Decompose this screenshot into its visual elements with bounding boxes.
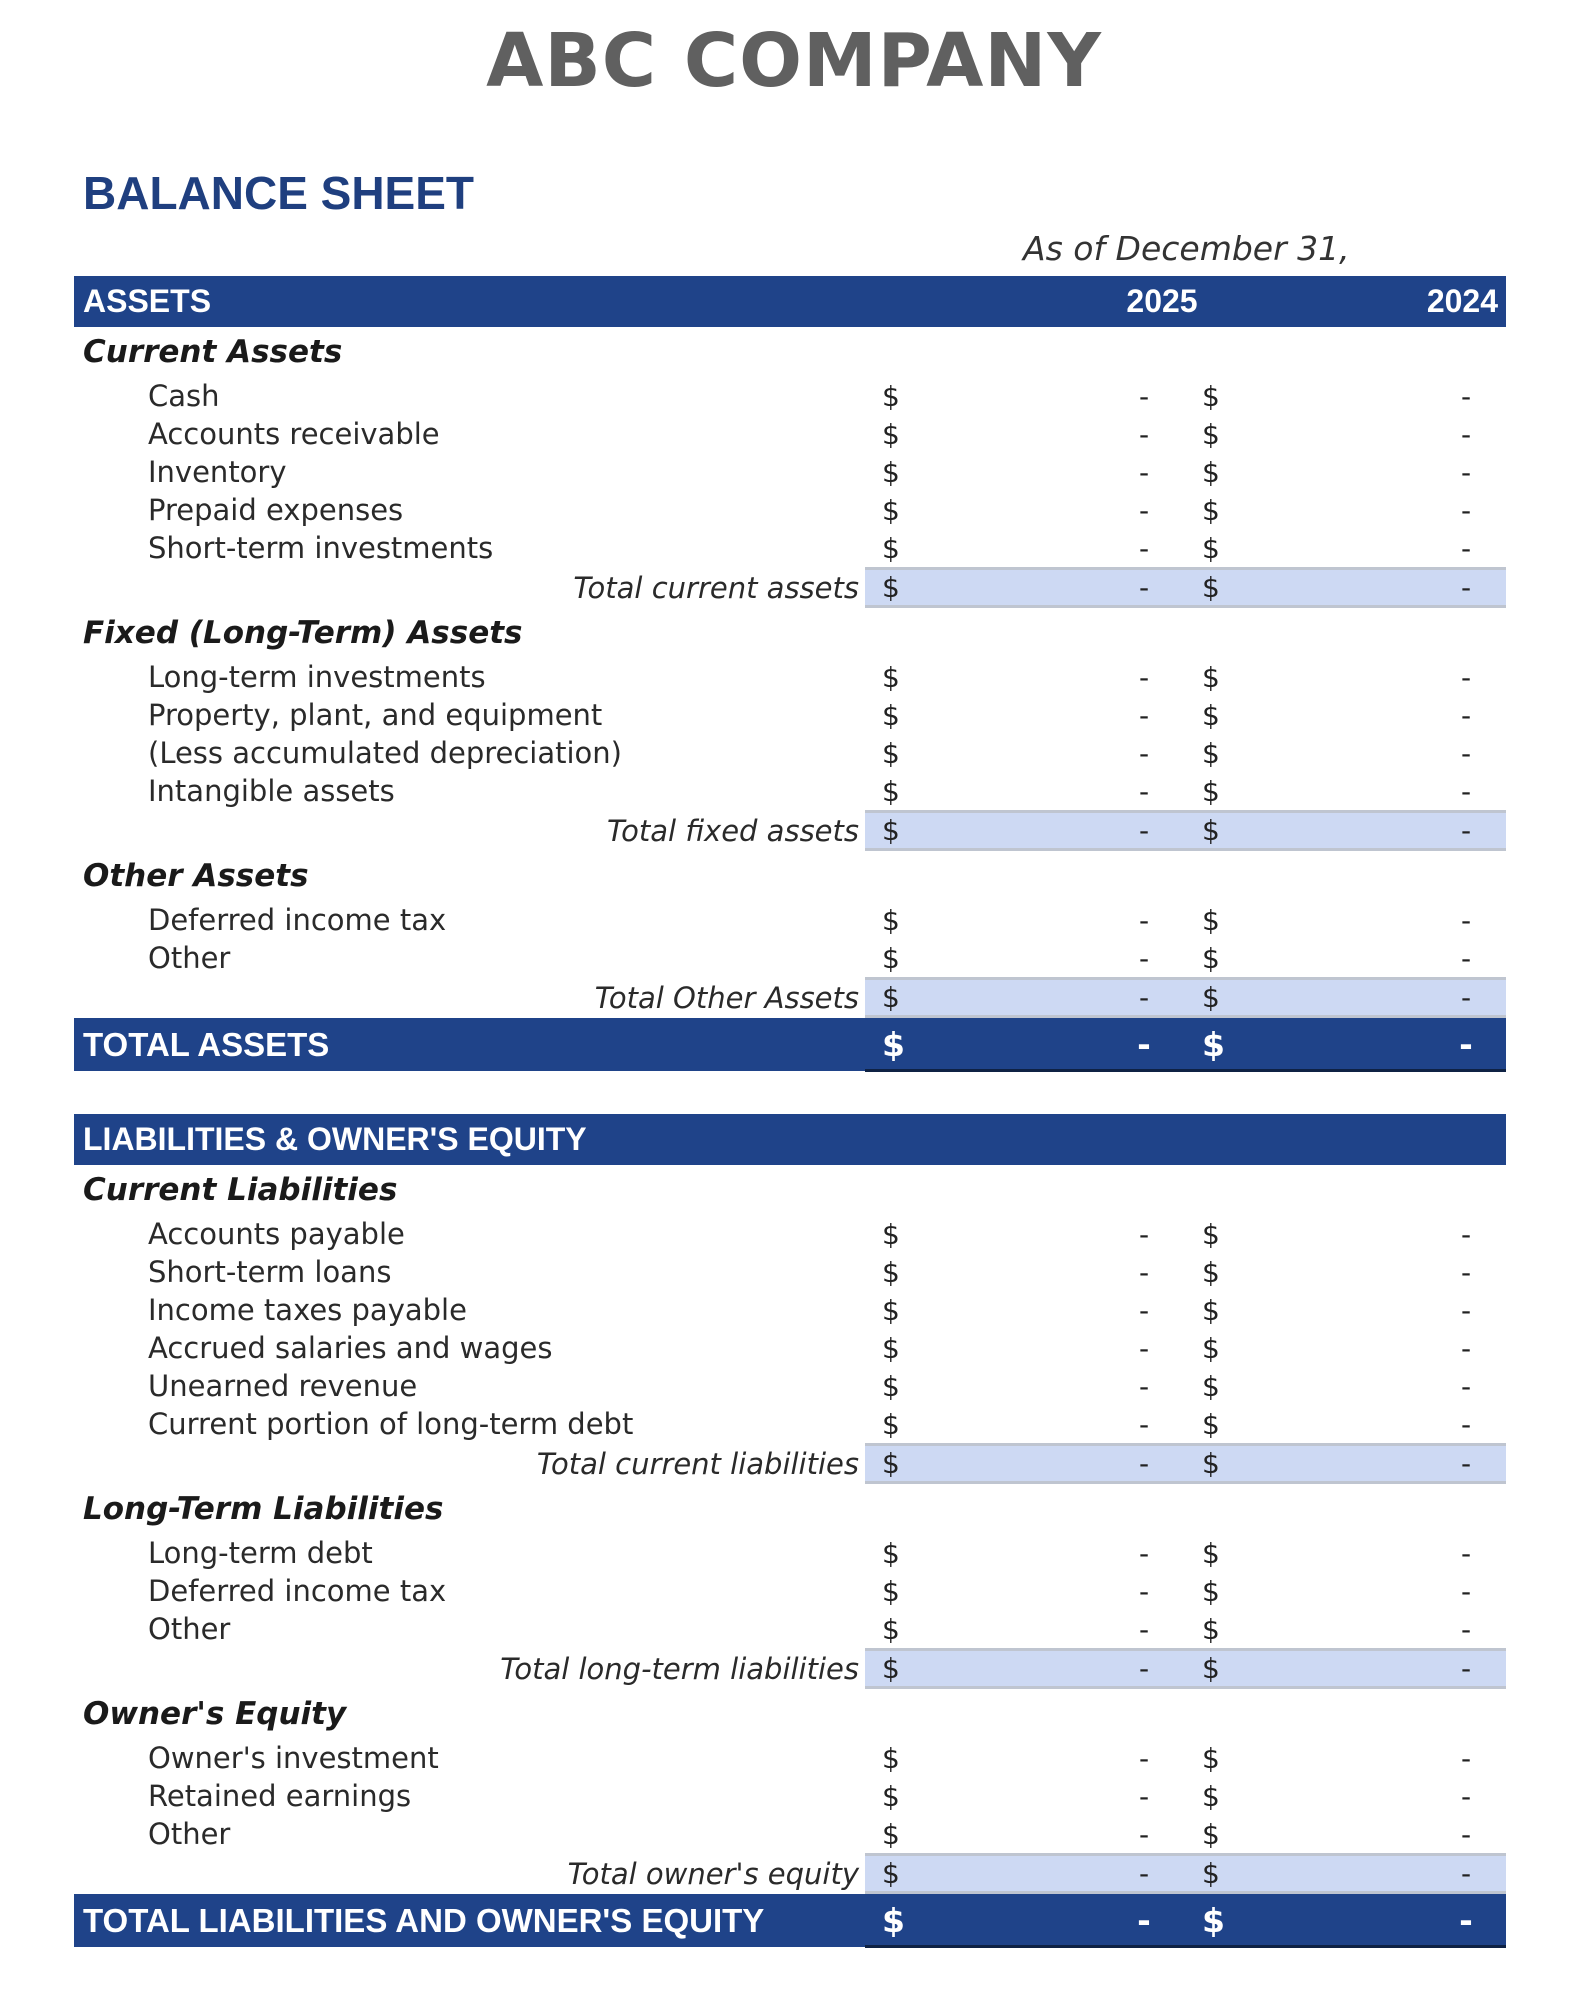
category-heading (74, 1689, 1506, 1739)
currency-symbol-2025: $ (882, 903, 900, 937)
sheet-title: BALANCE SHEET (83, 167, 475, 219)
currency-symbol-2025: $ (882, 1331, 900, 1365)
amount-2024: - (1460, 1447, 1472, 1480)
currency-symbol-2024: $ (1202, 1217, 1220, 1251)
amount-2025: - (1138, 1407, 1150, 1441)
grand-total-row (74, 1018, 1506, 1071)
amount-2025: - (1137, 1901, 1151, 1940)
amount-2024: - (1460, 1817, 1472, 1851)
amount-2025: - (1138, 1612, 1150, 1646)
company-name: ABC COMPANY (486, 18, 1102, 104)
line-item-label: Other (148, 1612, 231, 1646)
currency-symbol-2024: $ (1202, 1574, 1220, 1608)
amount-2025: - (1138, 1817, 1150, 1851)
subtotal-label: Total owner's equity (567, 1856, 859, 1891)
currency-symbol-2025: $ (882, 1217, 900, 1251)
amount-2025: - (1138, 1741, 1150, 1775)
currency-symbol-2024: $ (1202, 774, 1220, 808)
line-item-row (74, 415, 1506, 453)
currency-symbol-2025: $ (882, 1255, 900, 1289)
amount-2024: - (1460, 774, 1472, 808)
amount-2024: - (1460, 1857, 1472, 1890)
line-item-label: Other (148, 941, 231, 975)
amount-2025: - (1138, 455, 1150, 489)
section-header-label: LIABILITIES & OWNER'S EQUITY (83, 1121, 587, 1157)
currency-symbol-2024: $ (1202, 903, 1220, 937)
currency-symbol-2024: $ (1202, 660, 1220, 694)
currency-symbol-2024: $ (1202, 531, 1220, 565)
line-item-label: Short-term investments (148, 531, 494, 565)
currency-symbol-2025: $ (882, 941, 900, 975)
amount-2024: - (1460, 736, 1472, 770)
subtotal-highlight (865, 1853, 1506, 1894)
amount-2024: - (1460, 1536, 1472, 1570)
currency-symbol-2025: $ (882, 1293, 900, 1327)
line-item-label: Accrued salaries and wages (148, 1331, 553, 1365)
category-heading-label: Current Liabilities (83, 1172, 398, 1208)
subtotal-label: Total current liabilities (536, 1446, 859, 1481)
amount-2024: - (1459, 1901, 1473, 1940)
amount-2025: - (1138, 531, 1150, 565)
currency-symbol-2025: $ (882, 1779, 900, 1813)
amount-2024: - (1460, 1741, 1472, 1775)
subtotal-highlight (865, 810, 1506, 851)
spacer (74, 1071, 1506, 1114)
currency-symbol-2025: $ (882, 1901, 905, 1940)
line-item-label: Other (148, 1817, 231, 1851)
line-item-row (74, 1534, 1506, 1572)
line-item-label: Cash (148, 379, 220, 413)
amount-2024: - (1460, 1293, 1472, 1327)
line-item-label: Deferred income tax (148, 1574, 447, 1608)
currency-symbol-2024: $ (1202, 981, 1220, 1014)
amount-2025: - (1138, 1217, 1150, 1251)
subtotal-row (74, 977, 1506, 1018)
subtotal-label: Total Other Assets (594, 980, 859, 1015)
amount-2024: - (1460, 493, 1472, 527)
line-item-row (74, 1215, 1506, 1253)
subtotal-label: Total long-term liabilities (500, 1651, 859, 1686)
line-item-label: Deferred income tax (148, 903, 447, 937)
currency-symbol-2024: $ (1202, 379, 1220, 413)
subtotal-highlight (865, 1648, 1506, 1689)
line-item-row (74, 377, 1506, 415)
line-item-row (74, 1610, 1506, 1648)
currency-symbol-2024: $ (1202, 455, 1220, 489)
currency-symbol-2024: $ (1202, 736, 1220, 770)
amount-2025: - (1138, 1574, 1150, 1608)
line-item-label: Income taxes payable (148, 1293, 467, 1327)
line-item-row (74, 734, 1506, 772)
currency-symbol-2024: $ (1202, 1025, 1225, 1064)
currency-symbol-2025: $ (882, 1652, 900, 1685)
line-item-label: Prepaid expenses (148, 493, 404, 527)
amount-2024: - (1460, 1369, 1472, 1403)
amount-2024: - (1460, 417, 1472, 451)
currency-symbol-2025: $ (882, 1741, 900, 1775)
amount-2025: - (1138, 941, 1150, 975)
amount-2025: - (1138, 1255, 1150, 1289)
grand-total-label: TOTAL LIABILITIES AND OWNER'S EQUITY (83, 1901, 765, 1939)
line-item-label: Retained earnings (148, 1779, 412, 1813)
currency-symbol-2024: $ (1202, 1447, 1220, 1480)
line-item-row (74, 1815, 1506, 1853)
amount-2024: - (1460, 1779, 1472, 1813)
amount-2025: - (1138, 814, 1150, 847)
line-item-label: Accounts payable (148, 1217, 405, 1251)
currency-symbol-2025: $ (882, 814, 900, 847)
currency-symbol-2024: $ (1202, 1817, 1220, 1851)
currency-symbol-2025: $ (882, 1857, 900, 1890)
currency-symbol-2024: $ (1202, 1741, 1220, 1775)
currency-symbol-2024: $ (1202, 1612, 1220, 1646)
line-item-row (74, 529, 1506, 567)
currency-symbol-2025: $ (882, 1407, 900, 1441)
amount-2025: - (1138, 698, 1150, 732)
amount-2025: - (1138, 1331, 1150, 1365)
category-heading-label: Fixed (Long-Term) Assets (83, 615, 523, 651)
amount-2025: - (1138, 571, 1150, 604)
currency-symbol-2025: $ (882, 660, 900, 694)
currency-symbol-2024: $ (1202, 1536, 1220, 1570)
subtotal-row (74, 1853, 1506, 1894)
line-item-row (74, 901, 1506, 939)
amount-2024: - (1460, 1652, 1472, 1685)
currency-symbol-2024: $ (1202, 1779, 1220, 1813)
currency-symbol-2024: $ (1202, 1652, 1220, 1685)
line-item-row (74, 1367, 1506, 1405)
currency-symbol-2025: $ (882, 1447, 900, 1480)
line-item-label: Unearned revenue (148, 1369, 418, 1403)
line-item-row (74, 696, 1506, 734)
amount-2024: - (1460, 1574, 1472, 1608)
amount-2024: - (1460, 1407, 1472, 1441)
amount-2025: - (1138, 1652, 1150, 1685)
subtotal-label: Total current assets (573, 570, 859, 605)
year-header-2025: 2025 (1126, 283, 1198, 319)
section-header-bar (74, 1114, 1506, 1165)
subtotal-highlight (865, 1443, 1506, 1484)
amount-2024: - (1460, 1217, 1472, 1251)
as-of-label: As of December 31, (1023, 229, 1350, 268)
subtotal-row (74, 1648, 1506, 1689)
line-item-label: Accounts receivable (148, 417, 440, 451)
amount-2025: - (1138, 1369, 1150, 1403)
line-item-label: Owner's investment (148, 1741, 439, 1775)
currency-symbol-2025: $ (882, 698, 900, 732)
line-item-row (74, 1329, 1506, 1367)
amount-2024: - (1460, 981, 1472, 1014)
currency-symbol-2025: $ (882, 417, 900, 451)
subtotal-highlight (865, 567, 1506, 608)
currency-symbol-2024: $ (1202, 571, 1220, 604)
amount-2024: - (1459, 1025, 1473, 1064)
amount-2024: - (1460, 1612, 1472, 1646)
line-item-label: (Less accumulated depreciation) (148, 736, 622, 770)
line-item-row (74, 658, 1506, 696)
grand-total-label: TOTAL ASSETS (83, 1025, 330, 1063)
category-heading-label: Current Assets (83, 334, 343, 370)
category-heading (74, 327, 1506, 377)
grand-total-underline (865, 1945, 1506, 1948)
currency-symbol-2024: $ (1202, 1293, 1220, 1327)
line-item-row (74, 1405, 1506, 1443)
amount-2025: - (1138, 736, 1150, 770)
line-item-label: Current portion of long-term debt (148, 1407, 634, 1441)
subtotal-row (74, 810, 1506, 851)
line-item-row (74, 772, 1506, 810)
currency-symbol-2025: $ (882, 571, 900, 604)
amount-2024: - (1460, 1255, 1472, 1289)
amount-2024: - (1460, 814, 1472, 847)
currency-symbol-2024: $ (1202, 1407, 1220, 1441)
currency-symbol-2025: $ (882, 1025, 905, 1064)
currency-symbol-2024: $ (1202, 417, 1220, 451)
balance-sheet-table (74, 276, 1506, 1947)
category-heading (74, 1484, 1506, 1534)
grand-total-row (74, 1894, 1506, 1947)
amount-2025: - (1138, 379, 1150, 413)
currency-symbol-2024: $ (1202, 814, 1220, 847)
subtotal-row (74, 1443, 1506, 1484)
amount-2024: - (1460, 455, 1472, 489)
amount-2024: - (1460, 531, 1472, 565)
line-item-row (74, 1572, 1506, 1610)
currency-symbol-2025: $ (882, 1612, 900, 1646)
amount-2025: - (1138, 1536, 1150, 1570)
currency-symbol-2024: $ (1202, 941, 1220, 975)
currency-symbol-2024: $ (1202, 1331, 1220, 1365)
currency-symbol-2025: $ (882, 1817, 900, 1851)
line-item-label: Long-term debt (148, 1536, 373, 1570)
line-item-label: Long-term investments (148, 660, 486, 694)
currency-symbol-2024: $ (1202, 1369, 1220, 1403)
line-item-row (74, 1253, 1506, 1291)
amount-2025: - (1138, 1857, 1150, 1890)
amount-2025: - (1138, 1447, 1150, 1480)
category-heading-label: Owner's Equity (83, 1696, 347, 1732)
currency-symbol-2024: $ (1202, 1255, 1220, 1289)
currency-symbol-2025: $ (882, 531, 900, 565)
line-item-label: Inventory (148, 455, 287, 489)
currency-symbol-2025: $ (882, 981, 900, 1014)
currency-symbol-2024: $ (1202, 698, 1220, 732)
line-item-row (74, 1291, 1506, 1329)
amount-2025: - (1138, 903, 1150, 937)
line-item-row (74, 1777, 1506, 1815)
currency-symbol-2025: $ (882, 379, 900, 413)
category-heading (74, 1165, 1506, 1215)
category-heading-label: Long-Term Liabilities (83, 1491, 444, 1527)
amount-2024: - (1460, 941, 1472, 975)
amount-2024: - (1460, 698, 1472, 732)
amount-2024: - (1460, 903, 1472, 937)
amount-2024: - (1460, 571, 1472, 604)
line-item-row (74, 491, 1506, 529)
line-item-label: Property, plant, and equipment (148, 698, 603, 732)
currency-symbol-2025: $ (882, 1369, 900, 1403)
currency-symbol-2025: $ (882, 774, 900, 808)
currency-symbol-2025: $ (882, 1574, 900, 1608)
amount-2024: - (1460, 379, 1472, 413)
currency-symbol-2025: $ (882, 736, 900, 770)
currency-symbol-2024: $ (1202, 1857, 1220, 1890)
category-heading (74, 608, 1506, 658)
subtotal-highlight (865, 977, 1506, 1018)
currency-symbol-2024: $ (1202, 493, 1220, 527)
amount-2025: - (1138, 493, 1150, 527)
amount-2025: - (1138, 660, 1150, 694)
amount-2024: - (1460, 660, 1472, 694)
amount-2025: - (1138, 1293, 1150, 1327)
amount-2024: - (1460, 1331, 1472, 1365)
line-item-row (74, 939, 1506, 977)
category-heading (74, 851, 1506, 901)
currency-symbol-2025: $ (882, 1536, 900, 1570)
line-item-label: Intangible assets (148, 774, 395, 808)
line-item-row (74, 1739, 1506, 1777)
subtotal-label: Total fixed assets (607, 813, 859, 848)
amount-2025: - (1138, 981, 1150, 1014)
subtotal-row (74, 567, 1506, 608)
currency-symbol-2025: $ (882, 455, 900, 489)
category-heading-label: Other Assets (83, 858, 309, 894)
year-header-2024: 2024 (1426, 283, 1498, 319)
amount-2025: - (1138, 417, 1150, 451)
currency-symbol-2025: $ (882, 493, 900, 527)
amount-2025: - (1137, 1025, 1151, 1064)
currency-symbol-2024: $ (1202, 1901, 1225, 1940)
amount-2025: - (1138, 774, 1150, 808)
section-header-label: ASSETS (83, 283, 212, 319)
amount-2025: - (1138, 1779, 1150, 1813)
section-header-bar (74, 276, 1506, 327)
line-item-row (74, 453, 1506, 491)
line-item-label: Short-term loans (148, 1255, 392, 1289)
